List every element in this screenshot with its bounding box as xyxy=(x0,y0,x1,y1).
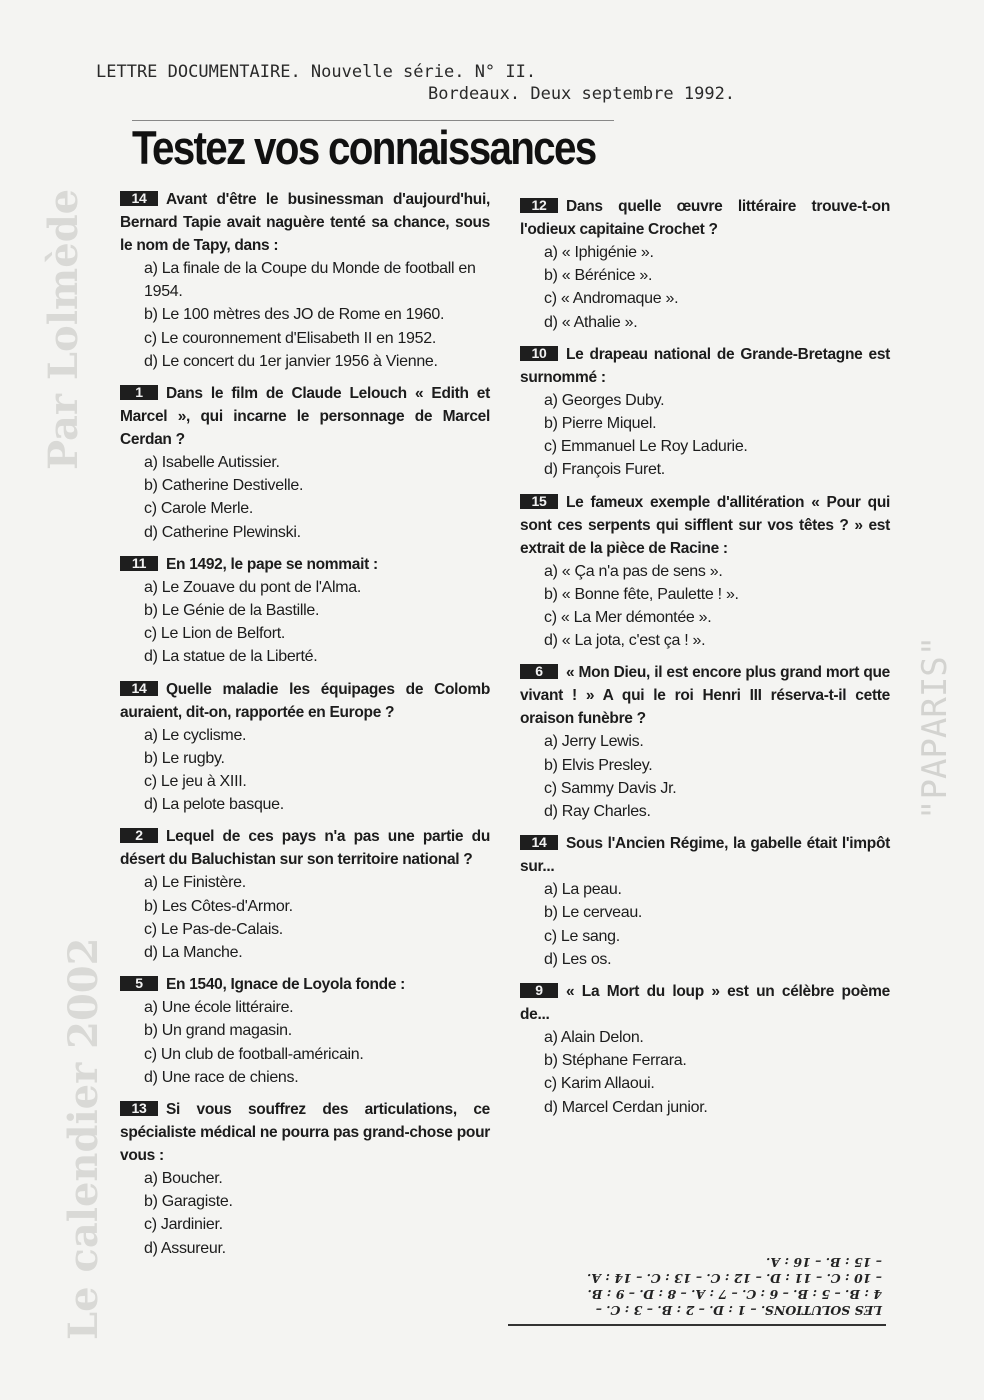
upside-down-solutions xyxy=(512,1254,882,1318)
question xyxy=(520,832,890,971)
answer-option: d) Ray Charles. xyxy=(544,803,651,821)
left-column xyxy=(120,188,490,1269)
answer-options xyxy=(120,871,490,964)
question xyxy=(120,825,490,964)
question xyxy=(520,980,890,1119)
answer-option: a) La peau. xyxy=(544,881,622,899)
answer-option: c) Le Pas-de-Calais. xyxy=(144,920,283,938)
answer-option: c) Le couronnement d'Elisabeth II en 1952. xyxy=(144,329,436,347)
answer-option: b) Pierre Miquel. xyxy=(544,415,657,433)
answer-options xyxy=(120,996,490,1089)
answer-option: a) Georges Duby. xyxy=(544,391,665,409)
answer-option: c) Karim Allaoui. xyxy=(544,1075,655,1093)
answer-option: c) « La Mer démontée ». xyxy=(544,609,712,627)
question xyxy=(520,343,890,482)
answer-options xyxy=(520,560,890,653)
answer-options xyxy=(520,241,890,334)
solutions-line: LES SOLUTIONS. – 1 : D. – 2 : B. – 3 : C. – xyxy=(595,1303,882,1318)
header-publication: LETTRE DOCUMENTAIRE. Nouvelle série. N° II. xyxy=(96,62,537,82)
question-number-badge: 12 xyxy=(520,198,558,213)
question-text: 14 Avant d'être le businessman d'aujourd'hui, Bernard Tapie avait naguère tenté sa chance, sous le nom de Tapy, dans : xyxy=(120,190,490,254)
question-number-badge: 14 xyxy=(120,681,158,696)
answer-option: b) Catherine Destivelle. xyxy=(144,477,304,495)
answer-options xyxy=(520,730,890,823)
question-number-badge: 9 xyxy=(520,983,558,998)
watermark-author: Par Lolmède xyxy=(40,188,87,470)
answer-options xyxy=(520,389,890,482)
question xyxy=(120,678,490,817)
answer-option: a) Le cyclisme. xyxy=(144,726,247,744)
answer-options xyxy=(520,1026,890,1119)
question xyxy=(120,973,490,1089)
answer-option: a) La finale de la Coupe du Monde de football en 1954. xyxy=(144,260,476,301)
answer-options xyxy=(120,451,490,544)
solutions-rule xyxy=(508,1324,886,1326)
question xyxy=(520,195,890,334)
question-number-badge: 14 xyxy=(120,191,158,206)
question xyxy=(520,491,890,653)
answer-options xyxy=(120,576,490,669)
right-column xyxy=(520,195,890,1128)
question-number-badge: 2 xyxy=(120,828,158,843)
answer-option: c) Jardinier. xyxy=(144,1216,223,1234)
question-text: 14 Quelle maladie les équipages de Colomb auraient, dit-on, rapportée en Europe ? xyxy=(120,679,490,721)
question-text: 12 Dans quelle œuvre littéraire trouve-t-on l'odieux capitaine Crochet ? xyxy=(520,197,890,238)
answer-option: c) « Andromaque ». xyxy=(544,290,679,308)
answer-option: c) Le Lion de Belfort. xyxy=(144,625,286,643)
header-date: Bordeaux. Deux septembre 1992. xyxy=(428,84,736,104)
answer-option: d) « La jota, c'est ça ! ». xyxy=(544,632,706,650)
watermark-paparis: "PAPARIS" xyxy=(915,635,955,820)
answer-option: b) Un grand magasin. xyxy=(144,1022,292,1040)
question-text: 2 Lequel de ces pays n'a pas une partie du désert du Baluchistan sur son territoire national ? xyxy=(120,827,490,869)
question xyxy=(120,1098,490,1260)
answer-option: a) Le Zouave du pont de l'Alma. xyxy=(144,578,362,596)
answer-option: c) Un club de football-américain. xyxy=(144,1045,364,1063)
question xyxy=(120,553,490,669)
answer-options xyxy=(520,878,890,971)
question-number-badge: 13 xyxy=(120,1101,158,1116)
question-number-badge: 11 xyxy=(120,556,158,571)
answer-option: b) Le rugby. xyxy=(144,749,225,767)
answer-option: b) Garagiste. xyxy=(144,1193,233,1211)
page-title: Testez vos connaissances xyxy=(132,121,596,174)
answer-option: d) Assureur. xyxy=(144,1239,226,1257)
answer-option: a) « Ça n'a pas de sens ». xyxy=(544,562,723,580)
answer-option: b) Le cerveau. xyxy=(544,904,643,922)
answer-option: b) Elvis Presley. xyxy=(544,756,653,774)
answer-option: b) Stéphane Ferrara. xyxy=(544,1052,687,1070)
answer-option: c) Carole Merle. xyxy=(144,500,254,518)
solutions-line: – 10 : C. – 11 : D. – 12 : C. – 13 : C. – 14 : A. xyxy=(586,1271,882,1286)
answer-option: c) Le jeu à XIII. xyxy=(144,773,247,791)
answer-option: a) « Iphigénie ». xyxy=(544,244,654,261)
question-text: 13 Si vous souffrez des articulations, ce spécialiste médical ne pourra pas grand-chose pour vous : xyxy=(120,1100,490,1165)
answer-option: b) Le 100 mètres des JO de Rome en 1960. xyxy=(144,306,445,324)
answer-option: d) « Athalie ». xyxy=(544,313,638,331)
answer-option: c) Emmanuel Le Roy Ladurie. xyxy=(544,438,748,456)
answer-option: d) Une race de chiens. xyxy=(144,1068,299,1086)
answer-option: a) Jerry Lewis. xyxy=(544,733,644,751)
question-text: 11 En 1492, le pape se nommait : xyxy=(120,553,490,576)
question-text: 15 Le fameux exemple d'allitération « Pour qui sont ces serpents qui sifflent sur vos têtes ? » est extrait de la pièce de Racine : xyxy=(520,492,890,557)
answer-option: d) Le concert du 1er janvier 1956 à Vienne. xyxy=(144,352,438,370)
question-number-badge: 14 xyxy=(520,835,558,850)
solutions-line: 4 : B. – 5 : B. – 6 : C. – 7 : A. – 8 : D. – 9 : B. xyxy=(587,1287,882,1302)
answer-option: b) Le Génie de la Bastille. xyxy=(144,602,320,620)
answer-option: d) Les os. xyxy=(544,950,612,968)
answer-option: c) Le sang. xyxy=(544,927,620,945)
answer-option: d) La statue de la Liberté. xyxy=(144,648,318,666)
question xyxy=(120,382,490,544)
watermark-calendar: Le calendier 2002 xyxy=(60,937,107,1340)
answer-options xyxy=(120,1167,490,1260)
question-text: 14 Sous l'Ancien Régime, la gabelle était l'impôt sur... xyxy=(520,834,890,876)
question-text: 6 « Mon Dieu, il est encore plus grand mort que vivant ! » A qui le roi Henri III réserva-t-il cette oraison funèbre ? xyxy=(520,663,890,728)
question-number-badge: 15 xyxy=(520,494,558,509)
answer-option: d) La pelote basque. xyxy=(144,796,284,814)
question xyxy=(520,661,890,823)
question-text: 10 Le drapeau national de Grande-Bretagne est surnommé : xyxy=(520,344,890,386)
question xyxy=(120,188,490,373)
answer-option: b) « Bérénice ». xyxy=(544,267,653,285)
question-text: 9 « La Mort du loup » est un célèbre poème de... xyxy=(520,982,890,1024)
answer-option: d) Marcel Cerdan junior. xyxy=(544,1098,708,1116)
question-number-badge: 6 xyxy=(520,664,558,679)
answer-option: b) Les Côtes-d'Armor. xyxy=(144,897,293,915)
question-text: 1 Dans le film de Claude Lelouch « Edith et Marcel », qui incarne le personnage de Marcel Cerdan ? xyxy=(120,384,490,449)
question-number-badge: 1 xyxy=(120,385,158,400)
solutions-line: – 15 : B. – 16 : A. xyxy=(766,1255,882,1270)
answer-options xyxy=(120,724,490,817)
answer-option: a) Isabelle Autissier. xyxy=(144,454,280,472)
question-text: 5 En 1540, Ignace de Loyola fonde : xyxy=(120,973,490,996)
answer-option: a) Boucher. xyxy=(144,1170,223,1188)
answer-options xyxy=(120,257,490,373)
answer-option: a) Une école littéraire. xyxy=(144,999,294,1017)
answer-option: c) Sammy Davis Jr. xyxy=(544,779,677,797)
answer-option: a) Le Finistère. xyxy=(144,874,246,892)
answer-option: a) Alain Delon. xyxy=(544,1029,644,1047)
question-number-badge: 10 xyxy=(520,346,558,361)
question-number-badge: 5 xyxy=(120,976,158,991)
answer-option: d) La Manche. xyxy=(144,944,243,962)
answer-option: d) Catherine Plewinski. xyxy=(144,523,301,541)
answer-option: d) François Furet. xyxy=(544,461,665,479)
answer-option: b) « Bonne fête, Paulette ! ». xyxy=(544,585,739,603)
